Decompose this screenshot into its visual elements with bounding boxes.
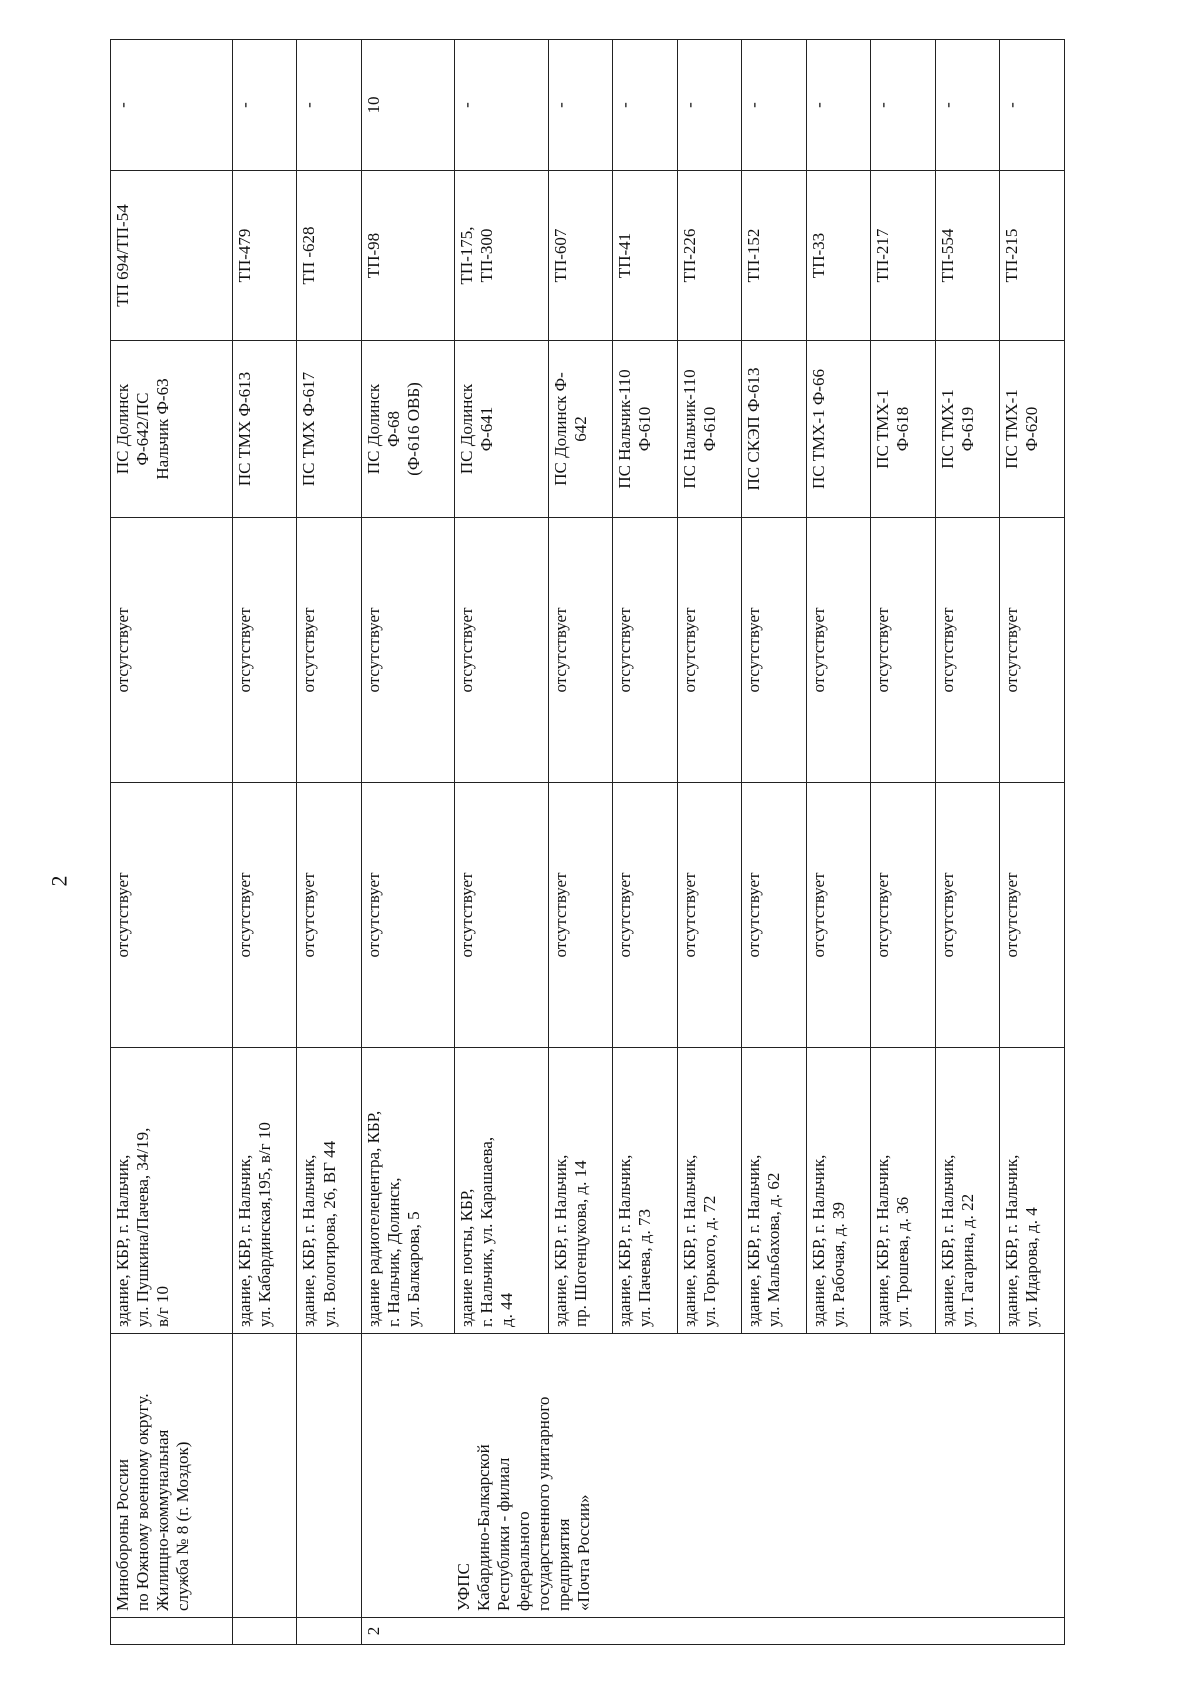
- tp-cell: ТП-41: [613, 171, 678, 341]
- col1-cell: отсутствует: [935, 783, 1000, 1048]
- table-row: [297, 40, 362, 1645]
- value-cell: -: [871, 40, 936, 171]
- col2-cell: отсутствует: [455, 518, 548, 783]
- col2-cell: отсутствует: [297, 518, 362, 783]
- substation-cell: ПС Долинск Ф-642/ПС Нальчик Ф-63: [111, 341, 233, 518]
- page-number: 2: [46, 875, 72, 887]
- col2-cell: отсутствует: [548, 518, 613, 783]
- value-cell: -: [742, 40, 807, 171]
- address-cell: здание, КБР, г. Нальчик, ул. Кабардинская,195, в/г 10: [232, 1048, 297, 1334]
- tp-cell: ТП-215: [1000, 171, 1065, 341]
- substation-cell: ПС ТМХ Ф-617: [297, 341, 362, 518]
- col2-cell: отсутствует: [871, 518, 936, 783]
- col2-cell: отсутствует: [806, 518, 871, 783]
- substation-cell: ПС Нальчик-110 Ф-610: [677, 341, 742, 518]
- rotated-table-wrapper: [110, 40, 1065, 1645]
- col2-cell: отсутствует: [232, 518, 297, 783]
- value-cell: -: [806, 40, 871, 171]
- col2-cell: отсутствует: [1000, 518, 1065, 783]
- col1-cell: отсутствует: [677, 783, 742, 1048]
- value-cell: 10: [362, 40, 455, 171]
- col1-cell: отсутствует: [742, 783, 807, 1048]
- address-cell: здание, КБР, г. Нальчик, пр. Шогенцукова, д. 14: [548, 1048, 613, 1334]
- address-cell: здание, КБР, г. Нальчик, ул. Вологирова, 26, ВГ 44: [297, 1048, 362, 1334]
- row-number-cell: [232, 1618, 297, 1645]
- tp-cell: ТП-217: [871, 171, 936, 341]
- substation-cell: ПС ТМХ-1 Ф-619: [935, 341, 1000, 518]
- organization-name: УФПС Кабардино-Балкарской Республики - филиал федерального государственного унитарного предприятия «Почта России»: [454, 1396, 594, 1611]
- value-cell: -: [613, 40, 678, 171]
- value-cell: -: [232, 40, 297, 171]
- address-cell: здание, КБР, г. Нальчик, ул. Пушкина/Пачева, 34/19, в/г 10: [111, 1048, 233, 1334]
- col1-cell: отсутствует: [1000, 783, 1065, 1048]
- address-cell: здание радиотелецентра, КБР, г. Нальчик, Долинск, ул. Балкарова, 5: [362, 1048, 455, 1334]
- value-cell: -: [455, 40, 548, 171]
- table-body: [111, 40, 1065, 1645]
- table-row: [362, 40, 455, 1645]
- col2-cell: отсутствует: [677, 518, 742, 783]
- row-number-cell: [111, 1618, 233, 1645]
- organization-cell: Минобороны России по Южному военному округу. Жилищно-коммунальная служба № 8 (г. Моздок): [111, 1334, 233, 1618]
- col1-cell: отсутствует: [548, 783, 613, 1048]
- col2-cell: отсутствует: [362, 518, 455, 783]
- tp-cell: ТП -628: [297, 171, 362, 341]
- tp-cell: ТП-175, ТП-300: [455, 171, 548, 341]
- organization-cell: [297, 1334, 362, 1618]
- col2-cell: отсутствует: [742, 518, 807, 783]
- value-cell: -: [548, 40, 613, 171]
- col1-cell: отсутствует: [362, 783, 455, 1048]
- tp-cell: ТП-607: [548, 171, 613, 341]
- substation-cell: ПС ТМХ-1 Ф-620: [1000, 341, 1065, 518]
- row-number-cell: [297, 1618, 362, 1645]
- tp-cell: ТП-226: [677, 171, 742, 341]
- value-cell: -: [111, 40, 233, 171]
- col1-cell: отсутствует: [613, 783, 678, 1048]
- substation-cell: ПС Нальчик-110 Ф-610: [613, 341, 678, 518]
- address-cell: здание, КБР, г. Нальчик, ул. Трошева, д. 36: [871, 1048, 936, 1334]
- substation-cell: ПС СКЭП Ф-613: [742, 341, 807, 518]
- substation-cell: ПС Долинск Ф-68 (Ф-616 ОВБ): [362, 341, 455, 518]
- table-row: [232, 40, 297, 1645]
- address-cell: здание, КБР, г. Нальчик, ул. Горького, д. 72: [677, 1048, 742, 1334]
- col1-cell: отсутствует: [455, 783, 548, 1048]
- substation-cell: ПС ТМХ-1 Ф-66: [806, 341, 871, 518]
- data-table: [110, 39, 1065, 1645]
- substation-cell: ПС ТМХ-1 Ф-618: [871, 341, 936, 518]
- value-cell: -: [677, 40, 742, 171]
- value-cell: -: [1000, 40, 1065, 171]
- col2-cell: отсутствует: [935, 518, 1000, 783]
- col2-cell: отсутствует: [111, 518, 233, 783]
- substation-cell: ПС ТМХ Ф-613: [232, 341, 297, 518]
- tp-cell: ТП-33: [806, 171, 871, 341]
- tp-cell: ТП-554: [935, 171, 1000, 341]
- col1-cell: отсутствует: [297, 783, 362, 1048]
- address-cell: здание почты, КБР, г. Нальчик, ул. Карашаева, д. 44: [455, 1048, 548, 1334]
- col2-cell: отсутствует: [613, 518, 678, 783]
- col1-cell: отсутствует: [232, 783, 297, 1048]
- col1-cell: отсутствует: [111, 783, 233, 1048]
- address-cell: здание, КБР, г. Нальчик, ул. Рабочая, д. 39: [806, 1048, 871, 1334]
- organization-cell: [362, 1334, 1065, 1618]
- tp-cell: ТП-152: [742, 171, 807, 341]
- substation-cell: ПС Долинск Ф-641: [455, 341, 548, 518]
- col1-cell: отсутствует: [806, 783, 871, 1048]
- substation-cell: ПС Долинск Ф- 642: [548, 341, 613, 518]
- address-cell: здание, КБР, г. Нальчик, ул. Идарова, д. 4: [1000, 1048, 1065, 1334]
- value-cell: -: [297, 40, 362, 171]
- table-row: [111, 40, 233, 1645]
- value-cell: -: [935, 40, 1000, 171]
- address-cell: здание, КБР, г. Нальчик, ул. Пачева, д. 73: [613, 1048, 678, 1334]
- tp-cell: ТП 694/ТП-54: [111, 171, 233, 341]
- tp-cell: ТП-98: [362, 171, 455, 341]
- col1-cell: отсутствует: [871, 783, 936, 1048]
- row-number-cell: 2: [362, 1618, 1065, 1645]
- address-cell: здание, КБР, г. Нальчик, ул. Мальбахова, д. 62: [742, 1048, 807, 1334]
- tp-cell: ТП-479: [232, 171, 297, 341]
- address-cell: здание, КБР, г. Нальчик, ул. Гагарина, д. 22: [935, 1048, 1000, 1334]
- organization-cell: [232, 1334, 297, 1618]
